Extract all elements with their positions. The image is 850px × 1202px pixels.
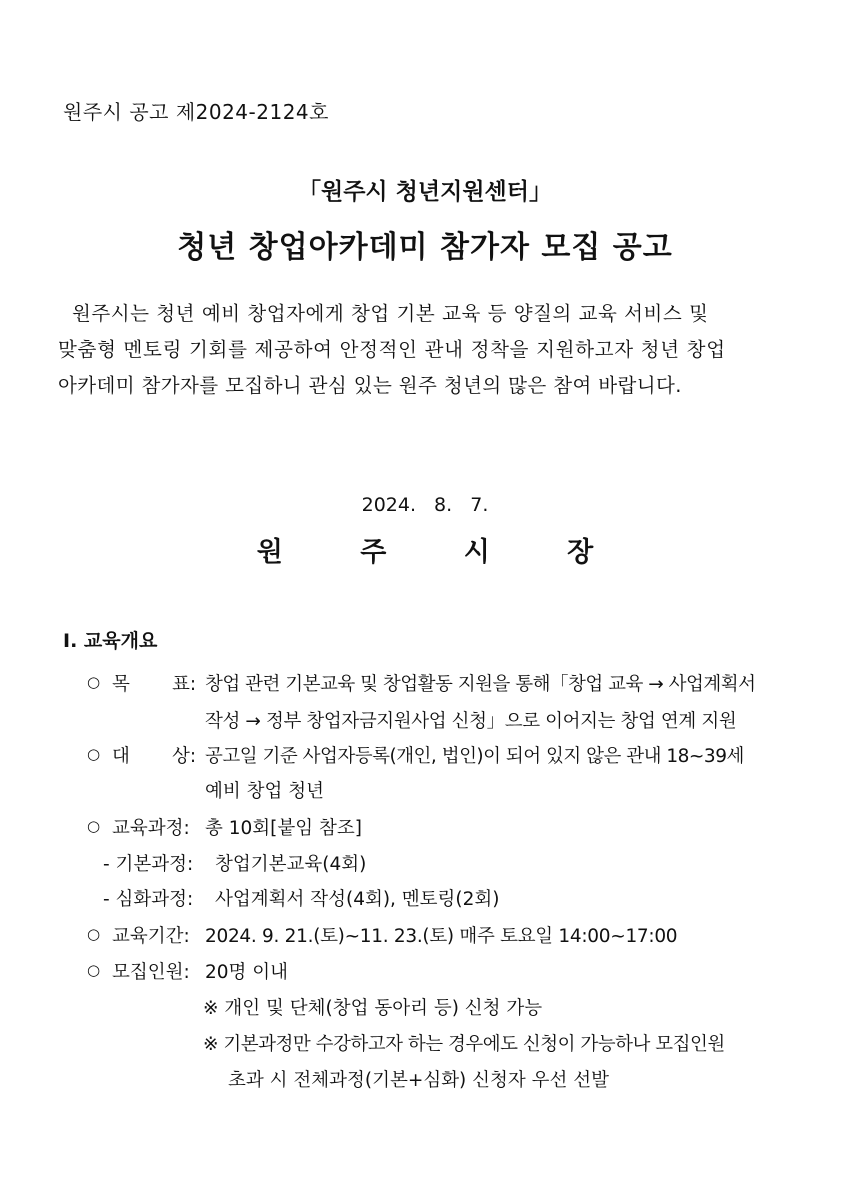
- recruit-label: 모집인원:: [112, 962, 190, 983]
- issuer-name: 원 주 시 장: [256, 537, 628, 568]
- bullet-icon: ○: [87, 817, 101, 835]
- intro-line: 아카데미 참가자를 모집하니 관심 있는 원주 청년의 많은 참여 바랍니다.: [58, 374, 682, 397]
- target-text-line1: 공고일 기준 사업자등록(개인, 법인)이 되어 있지 않은 관내 18~39세: [205, 746, 744, 767]
- course-value: 총 10회[붙임 참조]: [205, 818, 362, 839]
- period-label: 교육기간:: [112, 926, 190, 947]
- basic-course-label: - 기본과정:: [103, 854, 194, 875]
- goal-label-b: 표:: [172, 674, 197, 695]
- target-label-b: 상:: [172, 746, 197, 767]
- period-value: 2024. 9. 21.(토)~11. 23.(토) 매주 토요일 14:00~17:00: [205, 926, 678, 947]
- recruit-note: ※ 개인 및 단체(창업 동아리 등) 신청 가능: [203, 998, 543, 1019]
- intro-paragraph: [58, 296, 788, 404]
- goal-label-a: 목: [112, 674, 130, 695]
- bullet-icon: ○: [87, 961, 101, 979]
- announcement-title: 청년 창업아카데미 참가자 모집 공고: [177, 230, 673, 265]
- section-heading: Ⅰ. 교육개요: [63, 630, 158, 652]
- advanced-course-label: - 심화과정:: [103, 889, 194, 910]
- target-text-line2: 예비 창업 청년: [205, 781, 324, 802]
- bullet-icon: ○: [87, 673, 101, 691]
- bullet-icon: ○: [87, 745, 101, 763]
- recruit-value: 20명 이내: [205, 962, 289, 983]
- recruit-note: ※ 기본과정만 수강하고자 하는 경우에도 신청이 가능하나 모집인원: [203, 1034, 725, 1055]
- basic-course-value: 창업기본교육(4회): [215, 854, 367, 875]
- announcement-subtitle: 「원주시 청년지원센터」: [298, 179, 552, 205]
- target-label-a: 대: [112, 746, 130, 767]
- bullet-icon: ○: [87, 925, 101, 943]
- goal-text-line1: 창업 관련 기본교육 및 창업활동 지원을 통해「창업 교육 → 사업계획서: [205, 674, 756, 695]
- intro-line: 원주시는 청년 예비 창업자에게 창업 기본 교육 등 양질의 교육 서비스 및: [72, 302, 709, 325]
- announcement-date: 2024. 8. 7.: [361, 494, 489, 516]
- goal-text-line2: 작성 → 정부 창업자금지원사업 신청」으로 이어지는 창업 연계 지원: [205, 711, 737, 732]
- notice-number: 원주시 공고 제2024-2124호: [63, 100, 329, 124]
- intro-line: 맞춤형 멘토링 기회를 제공하여 안정적인 관내 정착을 지원하고자 청년 창업: [58, 338, 726, 361]
- course-label: 교육과정:: [112, 818, 190, 839]
- advanced-course-value: 사업계획서 작성(4회), 멘토링(2회): [215, 889, 500, 910]
- recruit-note-continued: 초과 시 전체과정(기본+심화) 신청자 우선 선발: [228, 1070, 610, 1091]
